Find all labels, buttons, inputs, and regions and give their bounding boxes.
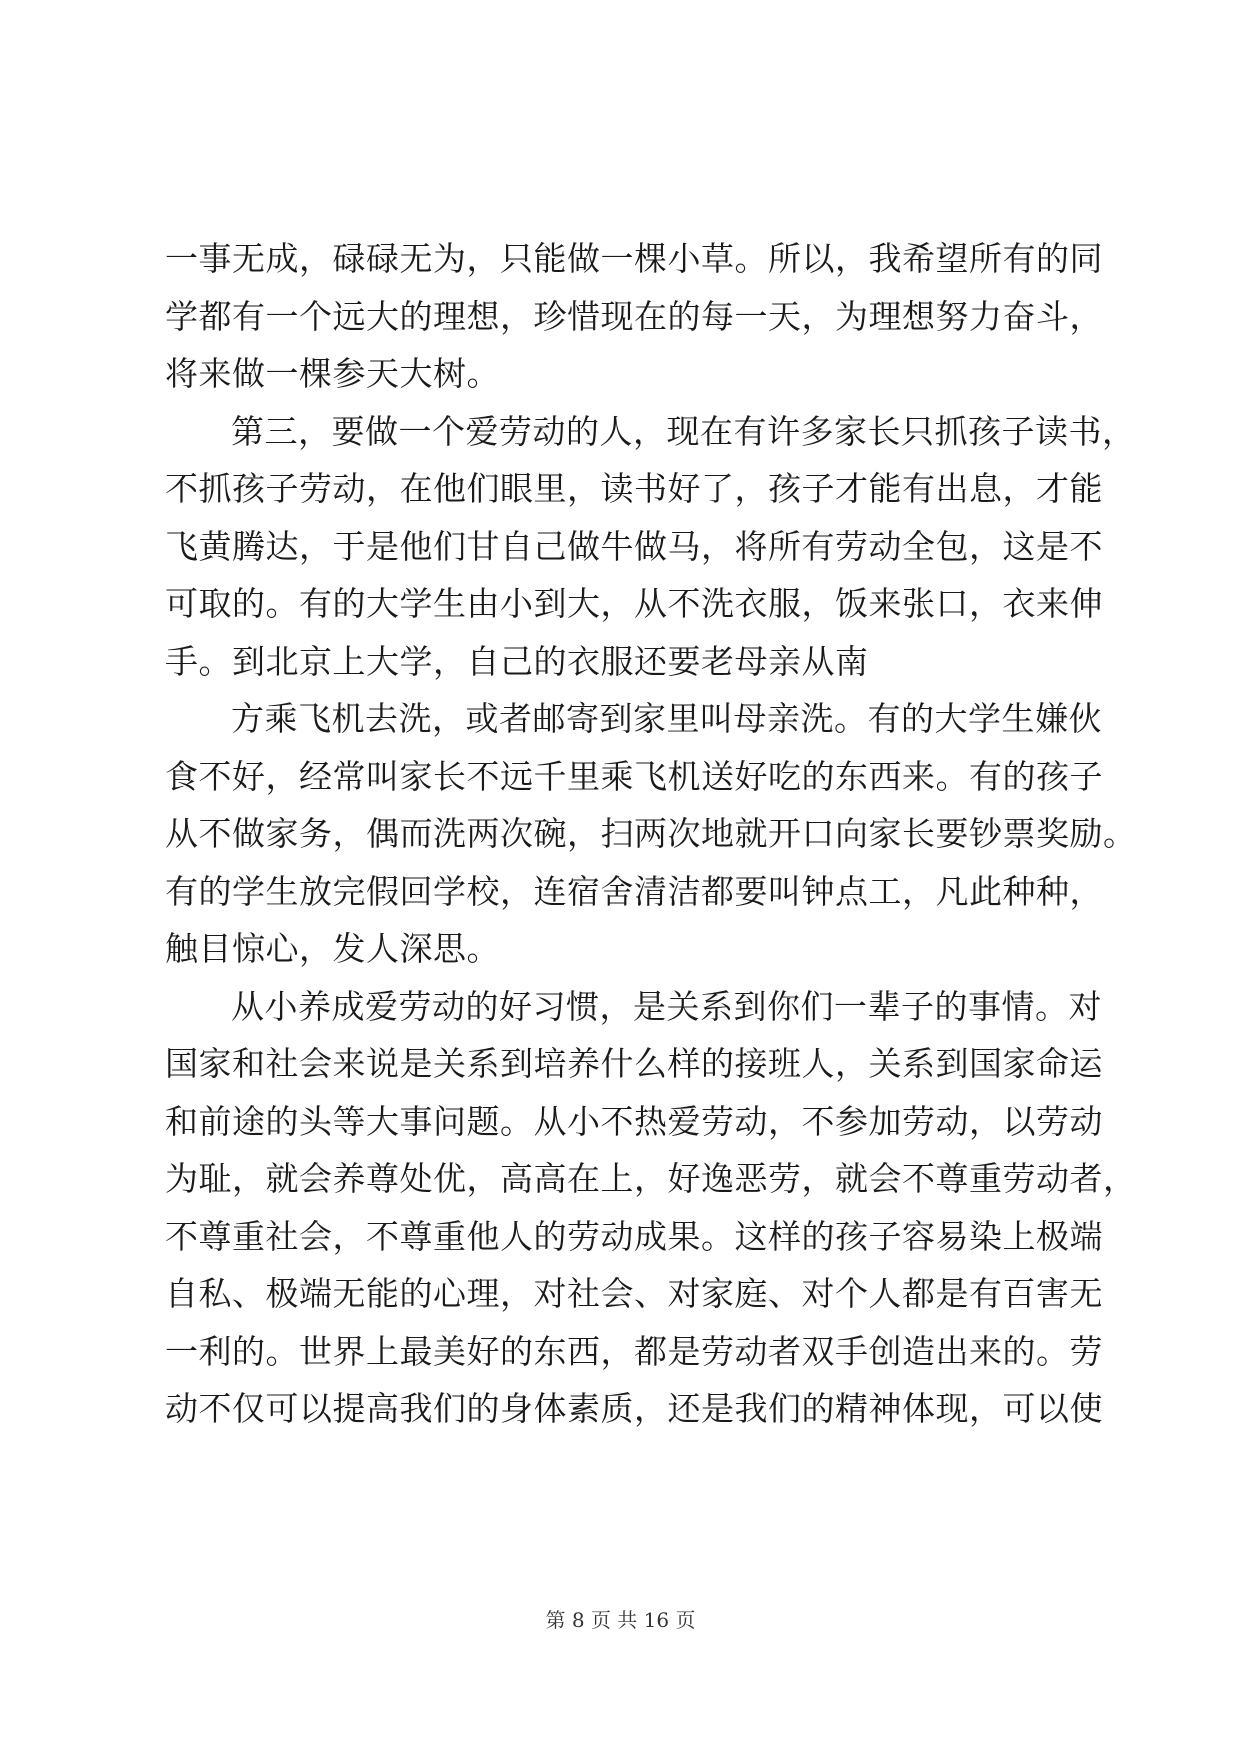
text-line: 触目惊心，发人深思。 <box>165 929 500 968</box>
text-line: 方乘飞机去洗，或者邮寄到家里叫母亲洗。有的大学生嫌伙 <box>231 699 1102 738</box>
text-line: 一事无成，碌碌无为，只能做一棵小草。所以，我希望所有的同 <box>165 239 1103 278</box>
text-line: 和前途的头等大事问题。从小不热爱劳动，不参加劳动，以劳动 <box>165 1101 1103 1141</box>
text-line: 飞黄腾达，于是他们甘自己做牛做马，将所有劳动全包，这是不 <box>165 526 1103 566</box>
text-line: 为耻，就会养尊处优，高高在上，好逸恶劳，就会不尊重劳动者， <box>165 1159 1137 1198</box>
text-line: 不抓孩子劳动，在他们眼里，读书好了，孩子才能有出息，才能 <box>165 469 1103 508</box>
text-line: 第三，要做一个爱劳动的人，现在有许多家长只抓孩子读书， <box>231 411 1136 451</box>
text-line: 可取的。有的大学生由小到大，从不洗衣服，饭来张口，衣来伸 <box>165 584 1103 623</box>
text-line: 手。到北京上大学，自己的衣服还要老母亲从南 <box>165 641 869 681</box>
page-number-footer: 第 8 页 共 16 页 <box>545 1608 696 1632</box>
text-line: 学都有一个远大的理想，珍惜现在的每一天，为理想努力奋斗， <box>165 296 1103 336</box>
text-line: 自私、极端无能的心理，对社会、对家庭、对个人都是有百害无 <box>165 1274 1103 1313</box>
text-line: 不尊重社会，不尊重他人的劳动成果。这样的孩子容易染上极端 <box>165 1216 1103 1256</box>
text-line: 从小养成爱劳动的好习惯，是关系到你们一辈子的事情。对 <box>231 986 1102 1026</box>
text-line: 一利的。世界上最美好的东西，都是劳动者双手创造出来的。劳 <box>165 1331 1103 1371</box>
body-text <box>165 230 1137 1438</box>
text-line: 有的学生放完假回学校，连宿舍清洁都要叫钟点工，凡此种种， <box>165 871 1103 911</box>
text-line: 国家和社会来说是关系到培养什么样的接班人，关系到国家命运 <box>165 1044 1103 1083</box>
text-line: 从不做家务，偶而洗两次碗，扫两次地就开口向家长要钞票奖励。 <box>165 814 1137 853</box>
text-line: 食不好，经常叫家长不远千里乘飞机送好吃的东西来。有的孩子 <box>165 756 1103 796</box>
text-line: 动不仅可以提高我们的身体素质，还是我们的精神体现，可以使 <box>165 1389 1103 1428</box>
text-line: 将来做一棵参天大树。 <box>165 354 500 393</box>
